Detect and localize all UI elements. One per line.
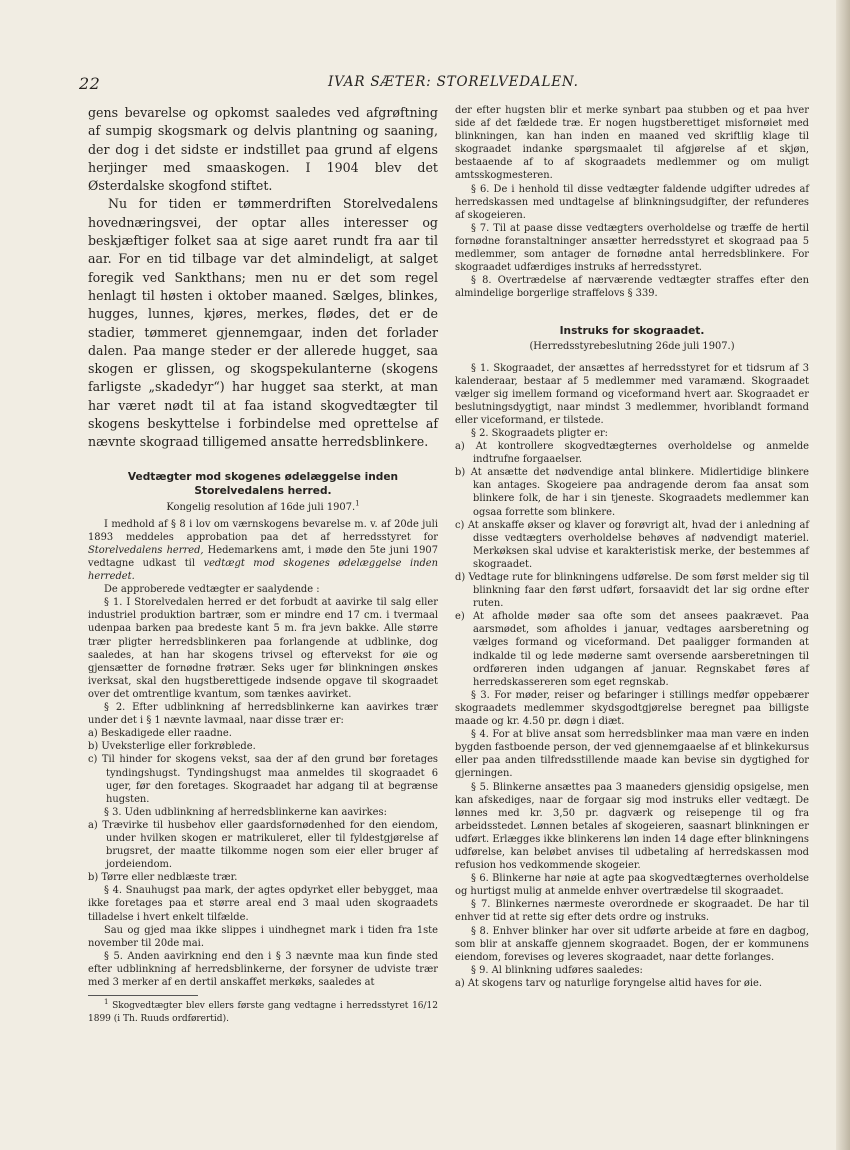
paragraph: der efter hugsten blir et merke synbart paa stubben og et paa hver side af det fældede træ. Er nogen hugstberettiget misfornøiet med blinkningen, kan han inden en maaned ved skriftlig klage til skograadet indanke spørgsmaalet til afgjørelse af et skjøn, bestaaende af to af skograadets medlemmer og om muligt amtsskogmesteren. <box>455 105 809 182</box>
paragraph: § 7. Til at paase disse vedtægters overholdelse og træffe de hertil fornødne foranstaltninger ansætter herredsstyret et skograad paa 5 medlemmer, som antager de fornødne antal herredsblinkere. For skograadet udfærdiges instruks af herredsstyret. <box>455 222 809 274</box>
section-subheading: (Herredsstyrebeslutning 26de juli 1907.) <box>529 341 735 353</box>
paragraph: § 2. Efter udblinkning af herredsblinkerne kan aavirkes trær under det i § 1 nævnte lavmaal, naar disse trær er: <box>88 702 438 727</box>
paragraph: De approberede vedtægter er saalydende : <box>104 584 320 596</box>
paragraph: § 3. For møder, reiser og befaringer i stillings medfør oppebærer skograadets medlemmer skydsgodtgjørelse beregnet paa billigste maade og kr. 4.50 pr. døgn i diæt. <box>455 689 809 728</box>
list-item: a) Beskadigede eller raadne. <box>88 728 232 740</box>
footnote-ref: 1 <box>355 499 360 508</box>
list-item: d) Vedtage rute for blinkningens udførelse. De som først melder sig til blinkning faar den først udført, forsaavidt det lar sig ordne efter ruten. <box>455 572 809 610</box>
paragraph: § 1. I Storelvedalen herred er det forbudt at aavirke til salg eller industriel produktion bartrær, som er mindre end 17 cm. i tvermaal udenpaa barken paa bredeste kant 5 m. fra jevn bakke. Alle større trær pligter herredsblinkeren paa forlangende at udblinke, dog saaledes, at han har skogens trivsel og eftervekst for øie og gjensætter de fornødne frøtrær. Seks uger før blinkningen ønskes iverksat, skal den hugstberettigede indsende opgave til skograadet over det omtrentlige kvantum, som tænkes aavirket. <box>88 597 438 700</box>
paragraph: § 2. Skograadets pligter er: <box>471 427 609 439</box>
paragraph: § 5. Blinkerne ansættes paa 3 maaneders gjensidig opsigelse, men kan afskediges, naar de forgaar sig mod instruks eller vedtægt. De lønnes med kr. 3,50 pr. dagværk og reisepenge til og fra arbeidsstedet. Lønnen betales af skogeieren, saasnart blinkningen er udført. Erlægges ikke blinkerens løn inden 14 dage efter blinkningens udførelse, kan beløbet anvises til udbetaling af herredskassen mod refusion hos vedkommende skogeier. <box>455 781 809 872</box>
paragraph: § 4. Snauhugst paa mark, der agtes opdyrket eller bebygget, maa ikke foretages paa et større areal end 3 maal uden skograadets tilladelse i hvert enkelt tilfælde. <box>88 885 438 923</box>
paragraph: Sau og gjed maa ikke slippes i uindhegnet mark i tiden fra 1ste november til 20de mai. <box>88 924 438 949</box>
list-item: b) At ansætte det nødvendige antal blinkere. Midlertidige blinkere kan antages. Skogeiere paa andragende derom faa ansat som blinkere folk, de har i sin tjeneste. Skograadets medlemmer kan ogsaa forrette som blinkere. <box>455 467 809 518</box>
page-edge <box>836 0 850 1150</box>
paragraph: § 4. For at blive ansat som herredsblinker maa man være en inden bygden fastboende person, der ved gjennemgaaelse af et blinkekursus eller paa anden tilfredsstillende maade kan bevise sin dygtighed for gjerningen. <box>455 729 810 780</box>
right-column <box>455 104 809 990</box>
list-item: a) Trævirke til husbehov eller gaardsfornødenhed for den eiendom, under hvilken skogen er matrikuleret, eller til fyldestgjørelse af brugsret, der maatte tilkomme nogen som eier eller bruger af jordeiendom. <box>88 819 438 871</box>
left-column <box>88 104 438 1025</box>
paragraph: § 7. Blinkernes nærmeste overordnede er skograadet. De har til enhver tid at rette sig efter dets ordre og instruks. <box>455 899 809 924</box>
page-number: 22 <box>79 74 101 93</box>
paragraph: § 8. Enhver blinker har over sit udførte arbeide at føre en dagbog, som blir at anskaffe gjennem skograadet. Bogen, der er kommunens eiendom, forevises og leveres skograadet, naar dette forlanges. <box>455 925 809 963</box>
list-item: a) At skogens tarv og naturlige foryngelse altid haves for øie. <box>455 977 762 989</box>
list-item: c) At anskaffe økser og klaver og forøvrigt alt, hvad der i anledning af disse vedtægters overholdelse behøves af nødvendigt materiel. Merkøksen skal udvise et karakteristisk merke, der bestemmes af skograadet. <box>455 519 809 570</box>
paragraph: § 5. Anden aavirkning end den i § 3 nævnte maa kun finde sted efter udblinkning af herredsblinkerne, der forsyner de udviste trær med 3 merker af en dertil anskaffet merkøks, saaledes at <box>88 950 438 989</box>
paragraph: § 6. Blinkerne har nøie at agte paa skogvedtægternes overholdelse og hurtigst mulig at anmelde enhver overtrædelse til skograadet. <box>455 873 809 898</box>
paragraph: § 1. Skograadet, der ansættes af herredsstyret for et tidsrum af 3 kalenderaar, bestaar af 5 medlemmer med varamænd. Skograadet vælger sig imellem formand og viceformand hvert aar. Skograadet er beslutningsdygtigt, naar mindst 3 medlemmer, hvoriblandt formand eller viceformand, er tilstede. <box>455 362 809 426</box>
section-subheading: Kongelig resolution af 16de juli 1907.$^1$ <box>166 499 360 513</box>
paragraph: § 8. Overtrædelse af nærværende vedtægter straffes efter den almindelige borgerlige straffelovs § 339. <box>455 275 809 300</box>
list-item: b) Uveksterlige eller forkrøblede. <box>88 741 256 753</box>
list-item: e) At afholde møder saa ofte som det ansees paakrævet. Paa aarsmødet, som afholdes i januar, vedtages aarsberetning og vælges formand og viceformand. Det paaligger formanden at indkalde til og lede møderne samt oversende aarsberetningen til ordføreren inden udgangen af januar. Regnskabet føres af herredskassereren som eget regnskab. <box>455 611 809 688</box>
footnote-rule <box>88 995 198 996</box>
paragraph: § 6. De i henhold til disse vedtægter faldende udgifter udredes af herredskassen med undtagelse af blinkningsudgifter, der refunderes af skogeieren. <box>455 183 809 221</box>
paragraph: § 9. Al blinkning udføres saaledes: <box>471 964 643 976</box>
section-heading: Vedtægter mod skogenes ødelæggelse inden Storelvedalens herred. <box>127 470 399 497</box>
paragraph: Nu for tiden er tømmerdriften Storelvedalens hovednæringsvei, der optar alles interesser og beskjæftiger folket saa at sige aaret rundt fra aar til aar. For en tid tilbage var det almindeligt, at salget foregik ved Sankthans; men nu er det som regel henlagt til høsten i oktober maaned. Sælges, blinkes, hugges, lunnes, kjøres, merkes, flødes, det er de stadier, tømmeret gjennemgaar, inden det forlader dalen. Paa mange steder er der allerede hugget, saa skogen er glissen, og skogspekulanterne (skogens farligste „skadedyr“) har hugget saa sterkt, at man har været nødt til at faa istand skogvedtægter til skogens beskyttelse i forbindelse med oprettelse af nævnte skograad tilligemed ansatte herredsblinkere. <box>88 196 438 450</box>
paragraph: gens bevarelse og opkomst saaledes ved afgrøftning af sumpig skogsmark og delvis plantning og saaning, der dog i det sidste er indstillet paa grund af elgens herjinger med smaaskogen. I 1904 blev det Østerdalske skogfond stiftet. <box>88 105 438 194</box>
paragraph: § 3. Uden udblinkning af herredsblinkerne kan aavirkes: <box>104 806 387 818</box>
section-heading: Instruks for skograadet. <box>559 325 705 338</box>
list-item: b) Tørre eller nedblæste trær. <box>88 872 238 884</box>
list-item: a) At kontrollere skogvedtægternes overholdelse og anmelde indtrufne forgaaelser. <box>455 441 809 466</box>
footnote: $^1$ Skogvedtægter blev ellers første gang vedtagne i herredsstyret 16/12 1899 (i Th. Ruuds ordførertid). <box>88 998 438 1024</box>
running-title: IVAR SÆTER: STORELVEDALEN. <box>328 74 579 90</box>
paragraph: I medhold af § 8 i lov om værnskogens bevarelse m. v. af 20de juli 1893 meddeles approbation paa det af herredsstyret for Storelvedalens herred, Hedemarkens amt, i møde den 5te juni 1907 vedtagne udkast til vedtægt mod skogenes ødelæggelse inden herredet. <box>88 518 438 583</box>
list-item: c) Til hinder for skogens vekst, saa der af den grund bør foretages tyndingshugst. Tyndingshugst maa anmeldes til skograadet 6 uger, før den foretages. Skograadet har adgang til at begrænse hugsten. <box>88 754 438 805</box>
